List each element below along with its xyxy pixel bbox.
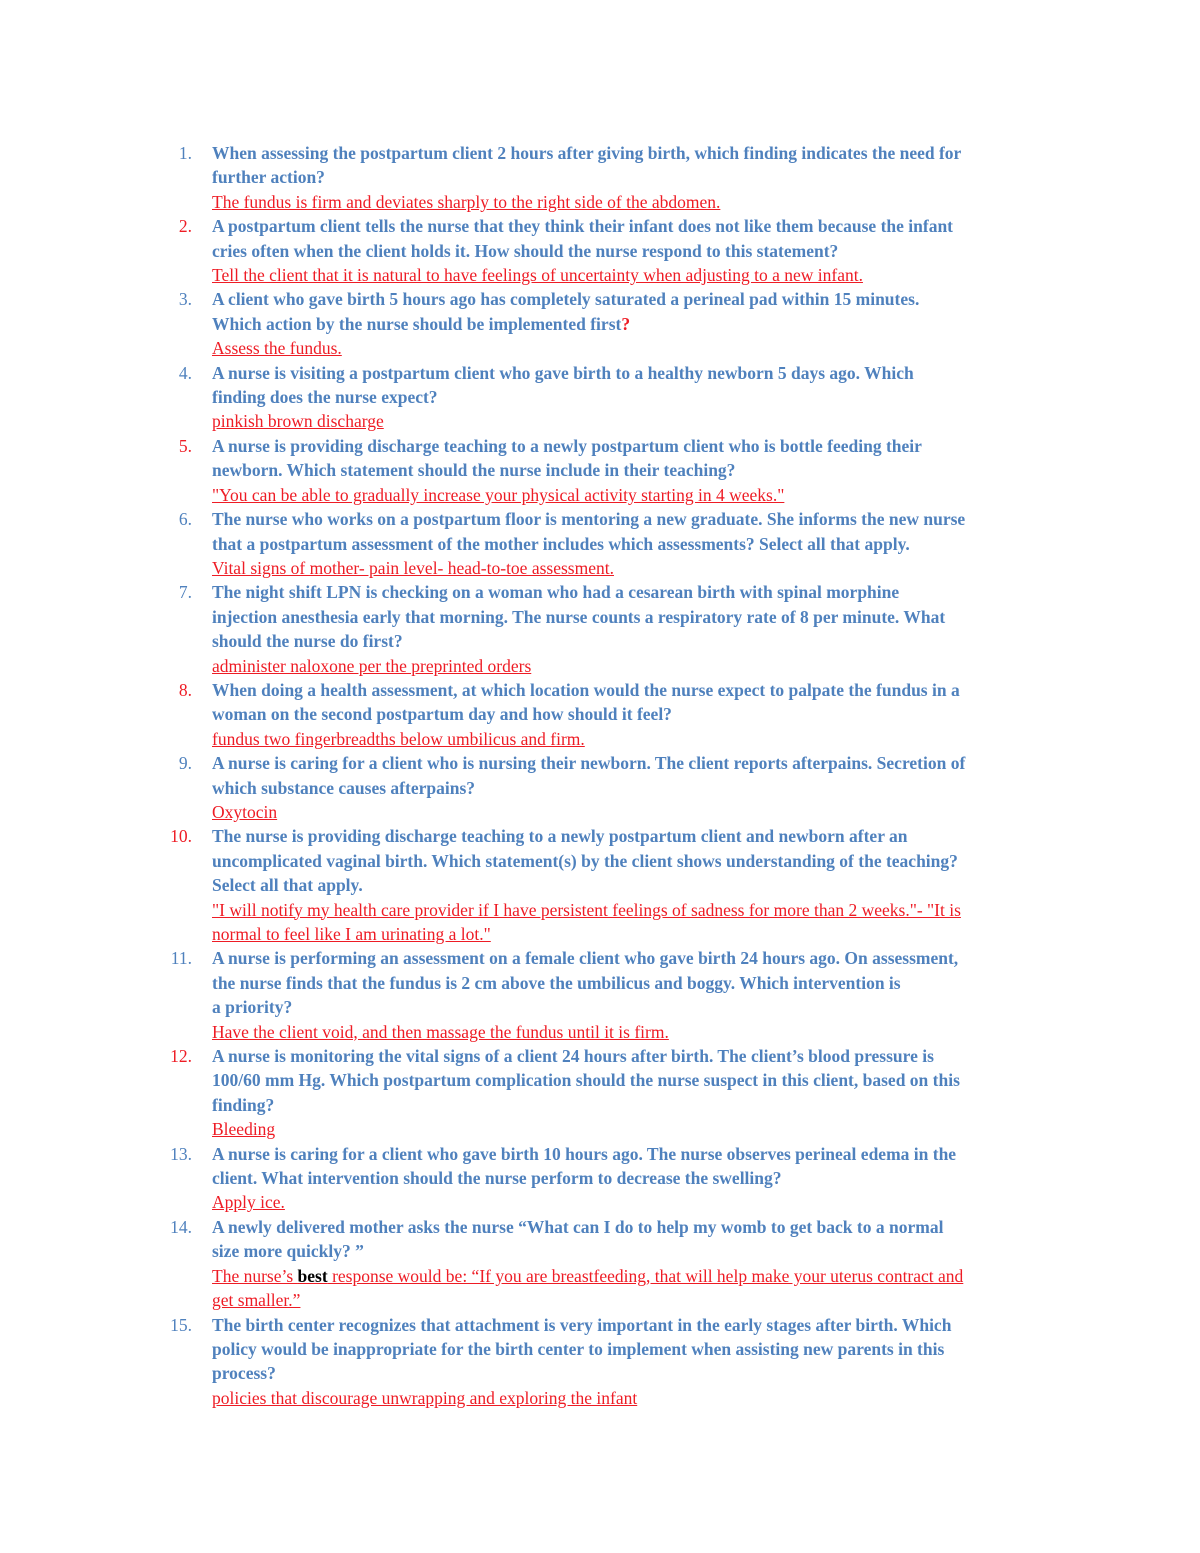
- question-text: When doing a health assessment, at which location would the nurse expect to palpate the fundus in a woman on the second postpartum day and how should it feel?: [212, 679, 960, 725]
- answer-text: policies that discourage unwrapping and exploring the infant: [212, 1387, 638, 1408]
- question-number: 9.: [178, 753, 192, 774]
- answer-text: Oxytocin: [212, 801, 278, 822]
- question-item-8: [0, 678, 1200, 751]
- question-number: 4.: [178, 362, 192, 383]
- question-mark-red: ?: [621, 313, 631, 334]
- question-number: 2.: [178, 216, 192, 237]
- question-item-4: [0, 361, 1200, 434]
- question-number: 1.: [178, 143, 192, 163]
- question-item-12: [0, 1044, 1200, 1142]
- question-item-7: [0, 580, 1200, 678]
- question-item-14: [0, 1215, 1200, 1313]
- answer-text: [212, 1264, 1072, 1313]
- question-text: The night shift LPN is checking on a woman who had a cesarean birth with spinal morphine injection anesthesia early that morning. The nurse counts a respiratory rate of 8 per minute. What should the nurse do first?: [212, 582, 946, 652]
- question-number: 3.: [178, 289, 192, 310]
- answer-text: fundus two fingerbreadths below umbilicus and firm.: [212, 728, 585, 749]
- answer-emphasis: best: [297, 1265, 328, 1286]
- question-item-2: [0, 214, 1200, 287]
- answer-text: Vital signs of mother- pain level- head-to-toe assessment.: [212, 557, 614, 578]
- question-item-3: [0, 287, 1200, 360]
- question-text: A newly delivered mother asks the nurse “What can I do to help my womb to get back to a normal size more quickly? ”: [212, 1216, 944, 1262]
- question-text: A nurse is caring for a client who gave birth 10 hours ago. The nurse observes perineal edema in the client. What intervention should the nurse perform to decrease the swelling?: [212, 1143, 957, 1189]
- question-text: The nurse who works on a postpartum floor is mentoring a new graduate. She informs the new nurse that a postpartum assessment of the mother includes which assessments? Select all that apply.: [212, 509, 966, 554]
- question-number: 13.: [170, 1143, 192, 1164]
- question-text: When assessing the postpartum client 2 hours after giving birth, which finding indicates the need for further action?: [212, 143, 962, 188]
- answer-text: "You can be able to gradually increase your physical activity starting in 4 weeks.": [212, 484, 785, 505]
- question-item-5: [0, 434, 1200, 507]
- answer-text: "I will notify my health care provider if I have persistent feelings of sadness for more than 2 weeks."- "It is normal to feel like I am urinating a lot.": [212, 899, 961, 944]
- question-text: A nurse is caring for a client who is nursing their newborn. The client reports afterpains. Secretion of which substance causes afterpains?: [212, 753, 966, 798]
- answer-text-after: response would be: “If you are breastfeeding, that will help make your uterus contract and get smaller.”: [212, 1265, 964, 1311]
- question-list: [0, 141, 1200, 1410]
- question-item-10: [0, 824, 1200, 946]
- question-text: The nurse is providing discharge teaching to a newly postpartum client and newborn after an uncomplicated vaginal birth. Which statement(s) by the client shows understanding of the teaching? Select all that apply.: [212, 826, 958, 896]
- answer-text: Bleeding: [212, 1119, 276, 1140]
- answer-text: Assess the fundus.: [212, 338, 342, 359]
- question-text: The birth center recognizes that attachment is very important in the early stages after birth. Which policy would be inappropriate for the birth center to implement when assisting new parents in this process?: [212, 1314, 952, 1384]
- question-item-13: [0, 1142, 1200, 1215]
- question-number: 8.: [178, 679, 192, 700]
- question-number: 6.: [178, 509, 192, 530]
- question-text: A nurse is visiting a postpartum client who gave birth to a healthy newborn 5 days ago. Which finding does the nurse expect?: [212, 362, 914, 408]
- question-text-main: A client who gave birth 5 hours ago has completely saturated a perineal pad within 15 minutes. Which action by the nurse should be implemented first: [212, 289, 920, 334]
- answer-text-before: The nurse’s: [212, 1265, 298, 1286]
- question-number: 15.: [170, 1314, 192, 1335]
- question-item-11: [0, 946, 1200, 1044]
- answer-text: Apply ice.: [212, 1192, 285, 1213]
- question-number: 12.: [170, 1046, 192, 1067]
- question-item-1: [0, 141, 1200, 214]
- question-number: 7.: [178, 582, 192, 603]
- answer-text: Have the client void, and then massage the fundus until it is firm.: [212, 1021, 669, 1042]
- question-text: A nurse is monitoring the vital signs of a client 24 hours after birth. The client’s blood pressure is 100/60 mm Hg. Which postpartum complication should the nurse suspect in this client, based on this finding?: [212, 1046, 960, 1115]
- question-item-9: [0, 751, 1200, 824]
- question-text: A nurse is performing an assessment on a female client who gave birth 24 hours ago. On assessment, the nurse finds that the fundus is 2 cm above the umbilicus and boggy. Which intervention is a priority?: [212, 948, 959, 1018]
- answer-text: pinkish brown discharge: [212, 411, 384, 432]
- answer-text: The fundus is firm and deviates sharply to the right side of the abdomen.: [212, 191, 721, 212]
- question-item-6: [0, 507, 1200, 580]
- question-number: 14.: [170, 1216, 192, 1237]
- question-text: A nurse is providing discharge teaching to a newly postpartum client who is bottle feeding their newborn. Which statement should the nurse include in their teaching?: [212, 435, 922, 481]
- question-number: 10.: [170, 826, 192, 847]
- answer-text: Tell the client that it is natural to have feelings of uncertainty when adjusting to a new infant.: [212, 265, 863, 286]
- question-number: 11.: [170, 948, 192, 969]
- question-number: 5.: [178, 435, 192, 456]
- question-item-15: [0, 1313, 1200, 1411]
- answer-text: administer naloxone per the preprinted orders: [212, 655, 532, 676]
- question-text: A postpartum client tells the nurse that they think their infant does not like them because the infant cries often when the client holds it. How should the nurse respond to this statement?: [212, 216, 954, 261]
- question-text: [212, 287, 1064, 336]
